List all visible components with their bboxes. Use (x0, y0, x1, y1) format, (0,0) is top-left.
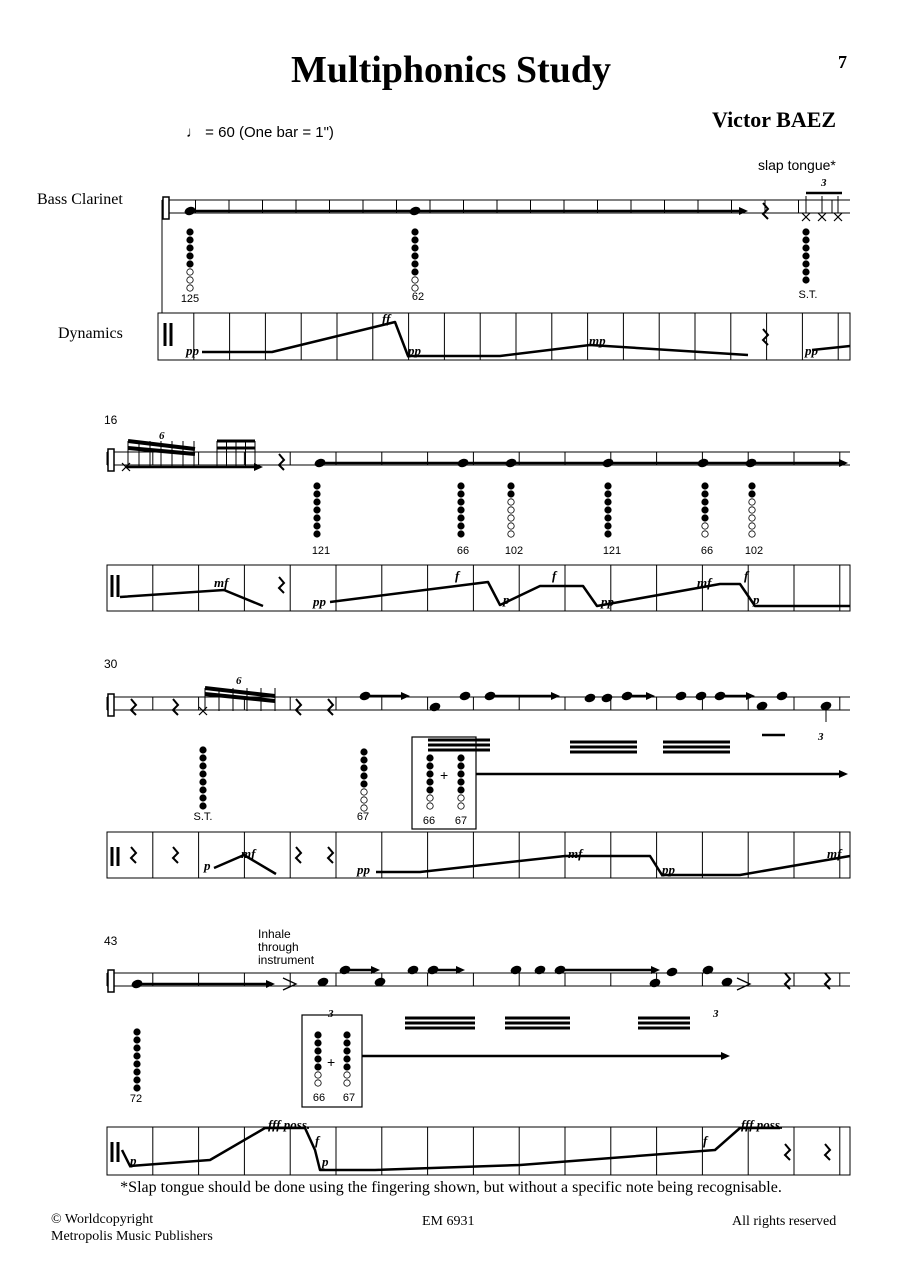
fingering-key (187, 261, 193, 267)
fingering-key (187, 253, 193, 259)
fingering-key (427, 755, 433, 761)
fingering-number: 102 (504, 545, 524, 557)
fingering-key (749, 491, 755, 497)
fingering-number: 66 (312, 1092, 326, 1104)
fingering-key (605, 515, 611, 521)
fingering-key (361, 781, 367, 787)
fingering-key (605, 507, 611, 513)
notehead (408, 205, 421, 216)
notehead (775, 690, 788, 701)
fingering-key (749, 507, 755, 513)
fingering-key (314, 491, 320, 497)
fingering-key (315, 1048, 321, 1054)
fingering-key (134, 1053, 140, 1059)
fingering-key (412, 237, 418, 243)
fingering-key (605, 531, 611, 537)
fingering-key (702, 499, 708, 505)
notehead (744, 457, 757, 468)
notehead (665, 966, 678, 977)
notehead (533, 964, 546, 975)
fingering-key (803, 261, 809, 267)
fingering-key (200, 795, 206, 801)
fingering-key (314, 531, 320, 537)
quarter-rest-icon (279, 577, 284, 593)
dynamic-mark: ff (382, 311, 391, 326)
fingering-key (187, 269, 193, 275)
fingering-key (458, 803, 464, 809)
fingering-key (315, 1032, 321, 1038)
fingering-key (702, 515, 708, 521)
fingering-key (702, 531, 708, 537)
quarter-rest-icon (785, 1144, 790, 1160)
fingering-key (458, 531, 464, 537)
fingering-key (508, 531, 514, 537)
notehead (458, 690, 471, 701)
fingering-key (412, 245, 418, 251)
clef-icon (108, 449, 114, 471)
arrowhead (739, 207, 748, 215)
fingering-key (749, 483, 755, 489)
dynamic-mark: p (322, 1154, 329, 1169)
quarter-rest-icon (785, 973, 790, 989)
fingering-key (702, 483, 708, 489)
dynamic-mark: pp (601, 594, 614, 609)
dynamics-staff (107, 565, 850, 611)
fingering-key (134, 1085, 140, 1091)
fingering-key (803, 245, 809, 251)
notehead (504, 457, 517, 468)
notehead (406, 964, 419, 975)
fingering-key (458, 787, 464, 793)
fingering-number: 66 (456, 545, 470, 557)
tuplet-number: 6 (236, 675, 242, 687)
fingering-key (458, 491, 464, 497)
dynamic-mark: pp (357, 862, 370, 877)
fingering-key (315, 1040, 321, 1046)
clef-icon (108, 970, 114, 992)
fingering-key (427, 787, 433, 793)
fingering-key (458, 755, 464, 761)
footnote: *Slap tongue should be done using the fingering shown, but without a specific note being recognisable. (120, 1179, 782, 1196)
quarter-rest-icon (296, 847, 301, 863)
arrowhead (839, 770, 848, 778)
dynamic-mark: p (753, 592, 760, 607)
fingering-key (749, 523, 755, 529)
fingering-key (200, 779, 206, 785)
fingering-key (315, 1056, 321, 1062)
quarter-rest-icon (173, 699, 178, 715)
fingering-key (134, 1069, 140, 1075)
tuplet-number: 3 (713, 1008, 719, 1020)
fingering-key (458, 483, 464, 489)
fingering-key (134, 1029, 140, 1035)
dynamic-mark: f (552, 568, 557, 583)
tuplet-number: 3 (328, 1008, 334, 1020)
quarter-rest-icon (131, 699, 136, 715)
fingering-key (749, 531, 755, 537)
fingering-number: 121 (311, 545, 331, 557)
fingering-number: 72 (129, 1093, 143, 1105)
fingering-key (605, 491, 611, 497)
dynamic-mark: mp (589, 333, 606, 348)
fingering-key (427, 795, 433, 801)
tuplet-number: 3 (821, 177, 827, 189)
arrowhead (721, 1052, 730, 1060)
fingering-key (427, 803, 433, 809)
fingering-key (314, 483, 320, 489)
dynamic-curve (202, 322, 748, 356)
fingering-number: 125 (180, 293, 200, 305)
dynamic-mark: pp (662, 862, 675, 877)
tempo-text: = 60 (One bar = 1") (205, 124, 334, 141)
notehead (600, 692, 613, 703)
slap-tongue-abbrev: S.T. (798, 289, 818, 301)
fingering-key (427, 763, 433, 769)
fingering-key (315, 1072, 321, 1078)
fingering-key (412, 269, 418, 275)
fingering-number: 67 (342, 1092, 356, 1104)
fingering-key (749, 499, 755, 505)
fingering-key (315, 1080, 321, 1086)
fingering-key (412, 229, 418, 235)
fingering-key (508, 499, 514, 505)
fingering-key (361, 797, 367, 803)
fingering-number: 66 (700, 545, 714, 557)
fingering-key (200, 803, 206, 809)
dynamic-mark: f (744, 568, 749, 583)
arrowhead (746, 692, 755, 700)
fingering-number: 67 (454, 815, 468, 827)
arrowhead (551, 692, 560, 700)
fingering-number: 66 (422, 815, 436, 827)
quarter-rest-icon (825, 973, 830, 989)
fingering-key (803, 229, 809, 235)
fingering-number: 62 (411, 291, 425, 303)
fingering-key (803, 277, 809, 283)
fingering-key (200, 755, 206, 761)
fingering-key (605, 523, 611, 529)
plus-sign: + (440, 767, 449, 783)
fingering-key (749, 515, 755, 521)
dynamic-mark: pp (313, 594, 326, 609)
fingering-key (134, 1061, 140, 1067)
fingering-key (412, 253, 418, 259)
fingering-key (427, 779, 433, 785)
dynamic-curve (376, 856, 850, 875)
clef-icon (163, 197, 169, 219)
fingering-key (458, 499, 464, 505)
arrowhead (266, 980, 275, 988)
fingering-number: 67 (356, 811, 370, 823)
dynamics-staff (107, 832, 850, 878)
fingering-key (344, 1032, 350, 1038)
notehead (648, 977, 661, 988)
dynamic-mark: pp (408, 343, 421, 358)
notehead (674, 690, 687, 701)
dynamic-mark: mf (214, 575, 229, 590)
quarter-rest-icon (763, 203, 768, 219)
fingering-key (134, 1045, 140, 1051)
fingering-key (200, 747, 206, 753)
notehead (509, 964, 522, 975)
dynamic-mark: mf (241, 846, 256, 861)
fingering-key (458, 523, 464, 529)
dynamic-curve (122, 1128, 780, 1170)
slap-tongue-abbrev: S.T. (193, 811, 213, 823)
dynamic-curve (812, 346, 850, 350)
dynamic-mark: mf (568, 846, 583, 861)
fingering-key (200, 763, 206, 769)
dynamic-mark: p (130, 1153, 137, 1168)
notehead (456, 457, 469, 468)
fingering-key (344, 1080, 350, 1086)
fingering-key (200, 787, 206, 793)
fingering-key (187, 285, 193, 291)
fingering-key (458, 515, 464, 521)
fingering-key (427, 771, 433, 777)
fingering-key (361, 805, 367, 811)
measure-number: 30 (104, 657, 118, 671)
measure-number: 16 (104, 413, 118, 427)
fingering-key (361, 773, 367, 779)
fingering-key (361, 765, 367, 771)
dynamic-mark: f (703, 1133, 708, 1148)
fingering-key (458, 507, 464, 513)
fingering-key (314, 523, 320, 529)
dynamic-mark: pp (805, 343, 818, 358)
fingering-number: 102 (744, 545, 764, 557)
quarter-rest-icon (279, 454, 284, 470)
fingering-key (458, 771, 464, 777)
arrowhead (646, 692, 655, 700)
quarter-rest-icon (173, 847, 178, 863)
fingering-key (361, 757, 367, 763)
dynamic-mark: f (315, 1133, 320, 1148)
fingering-key (344, 1048, 350, 1054)
dynamic-mark: f (455, 568, 460, 583)
fingering-key (187, 277, 193, 283)
plus-sign: + (327, 1054, 336, 1070)
quarter-rest-icon (131, 847, 136, 863)
fingering-key (702, 523, 708, 529)
dynamic-mark: pp (186, 343, 199, 358)
dynamic-curve (214, 855, 276, 874)
clef-icon (108, 694, 114, 716)
notehead (701, 964, 714, 975)
fingering-key (803, 253, 809, 259)
fingering-key (412, 261, 418, 267)
notehead (428, 701, 441, 712)
quarter-rest-icon (296, 699, 301, 715)
fingering-key (187, 245, 193, 251)
fingering-key (508, 515, 514, 521)
fingering-key (458, 779, 464, 785)
fingering-key (344, 1040, 350, 1046)
page-title: Multiphonics Study (291, 49, 611, 91)
fingering-key (187, 229, 193, 235)
fingering-key (412, 285, 418, 291)
fingering-key (361, 789, 367, 795)
copyright: © Worldcopyright Metropolis Music Publishers (51, 1212, 213, 1244)
fingering-key (344, 1072, 350, 1078)
accent-icon (283, 978, 296, 990)
notehead (583, 692, 596, 703)
fingering-key (412, 277, 418, 283)
slap-tongue-marking: slap tongue* (758, 157, 836, 173)
fingering-key (508, 507, 514, 513)
notehead (694, 690, 707, 701)
fingering-key (605, 499, 611, 505)
quarter-note-icon: ♩ (186, 124, 201, 141)
notehead (601, 457, 614, 468)
catalog-number: EM 6931 (422, 1214, 475, 1229)
fingering-key (200, 771, 206, 777)
fingering-key (314, 515, 320, 521)
fingering-key (314, 507, 320, 513)
fingering-key (605, 483, 611, 489)
dynamic-mark: p (503, 592, 510, 607)
rights-notice: All rights reserved (732, 1214, 837, 1229)
quarter-rest-icon (763, 329, 768, 345)
fingering-key (702, 491, 708, 497)
quarter-rest-icon (825, 1144, 830, 1160)
dynamic-mark: fff poss. (741, 1117, 784, 1132)
fingering-key (508, 523, 514, 529)
fingering-number: 121 (602, 545, 622, 557)
quarter-rest-icon (328, 847, 333, 863)
bass-clarinet-label: Bass Clarinet (37, 191, 123, 208)
fingering-key (134, 1077, 140, 1083)
fingering-key (187, 237, 193, 243)
fingering-key (508, 491, 514, 497)
dynamics-label: Dynamics (58, 325, 123, 342)
arrowhead (401, 692, 410, 700)
inhale-instruction: Inhale through instrument (258, 927, 315, 967)
composer-name: Victor BAEZ (712, 107, 837, 132)
fingering-key (458, 795, 464, 801)
fingering-key (344, 1056, 350, 1062)
fingering-key (803, 237, 809, 243)
arrowhead (839, 459, 848, 467)
dynamic-mark: fff poss. (268, 1117, 311, 1132)
fingering-key (315, 1064, 321, 1070)
fingering-key (134, 1037, 140, 1043)
arrowhead (254, 463, 263, 471)
quarter-rest-icon (328, 699, 333, 715)
dynamic-mark: p (204, 858, 211, 873)
dynamic-curve (330, 582, 850, 606)
fingering-key (361, 749, 367, 755)
fingering-key (803, 269, 809, 275)
tuplet-number: 3 (818, 731, 824, 743)
dynamic-mark: mf (697, 575, 712, 590)
fingering-key (344, 1064, 350, 1070)
dynamic-curve (120, 590, 263, 606)
dynamic-mark: mf (827, 846, 842, 861)
notehead (696, 457, 709, 468)
fingering-key (314, 499, 320, 505)
measure-number: 43 (104, 934, 118, 948)
page-number: 7 (838, 52, 847, 72)
dynamics-staff (107, 1127, 850, 1175)
tuplet-number: 6 (159, 430, 165, 442)
fingering-key (508, 483, 514, 489)
fingering-key (702, 507, 708, 513)
fingering-key (458, 763, 464, 769)
